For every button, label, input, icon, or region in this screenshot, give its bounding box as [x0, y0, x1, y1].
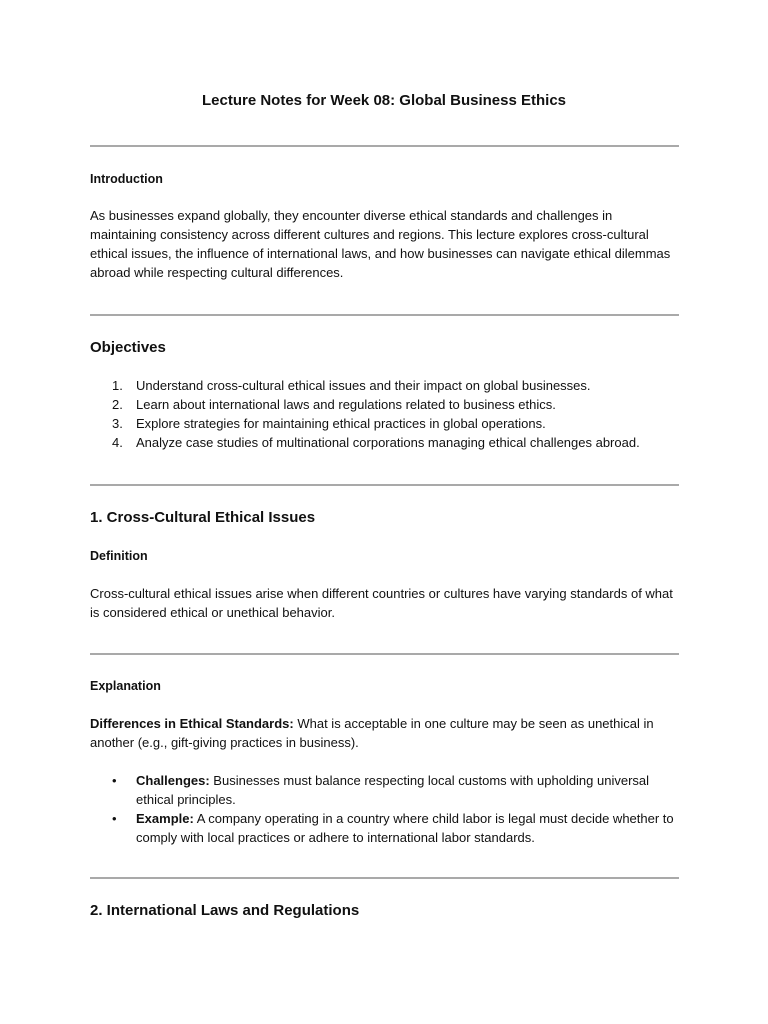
section-2-heading: 2. International Laws and Regulations: [90, 902, 360, 919]
list-number: 1.: [112, 378, 123, 393]
definition-paragraph: Cross-cultural ethical issues arise when different countries or cultures have varying standards of what is considered ethical or unethical behavior.: [90, 586, 673, 620]
list-item: [90, 809, 682, 847]
section-1-heading: 1. Cross-Cultural Ethical Issues: [90, 509, 316, 526]
list-number: 3.: [112, 416, 123, 431]
explanation-heading: Explanation: [90, 679, 161, 693]
bullet-text: A company operating in a country where child labor is legal must decide whether to comply with local practices or adhere to international labor standards.: [136, 811, 674, 845]
list-item-text: Explore strategies for maintaining ethical practices in global operations.: [136, 416, 546, 431]
document-title: Lecture Notes for Week 08: Global Business Ethics: [202, 92, 566, 109]
divider: [90, 314, 679, 316]
list-item: [90, 376, 690, 395]
divider: [90, 653, 679, 655]
explanation-bullets: [90, 771, 682, 847]
list-number: 4.: [112, 435, 123, 450]
list-item: [90, 433, 690, 452]
definition-heading: Definition: [90, 549, 148, 563]
list-item-text: Understand cross-cultural ethical issues and their impact on global businesses.: [136, 378, 591, 393]
bullet-label: Example:: [136, 811, 194, 826]
list-item: [90, 395, 690, 414]
list-item-text: Learn about international laws and regulations related to business ethics.: [136, 397, 556, 412]
bullet-label: Challenges:: [136, 773, 210, 788]
list-item: [90, 414, 690, 433]
list-number: 2.: [112, 397, 123, 412]
bullet-glyph: •: [112, 773, 117, 788]
introduction-heading: Introduction: [90, 172, 163, 186]
list-item-text: Analyze case studies of multinational corporations managing ethical challenges abroad.: [136, 435, 640, 450]
introduction-paragraph: As businesses expand globally, they encounter diverse ethical standards and challenges in maintaining consistency across different cultures and regions. This lecture explores cross-cultural ethical issues, the influence of international laws, and how businesses can navigate ethical dilemmas abroad while respecting cultural differences.: [90, 208, 671, 280]
divider: [90, 145, 679, 147]
bullet-glyph: •: [112, 811, 117, 826]
differences-label: Differences in Ethical Standards:: [90, 716, 294, 731]
divider: [90, 877, 679, 879]
differences-text: What is acceptable in one culture may be seen as unethical in another (e.g., gift-giving practices in business).: [90, 716, 654, 750]
bullet-text: Businesses must balance respecting local customs with upholding universal ethical principles.: [136, 773, 650, 807]
differences-paragraph: [90, 714, 682, 752]
objectives-list: [90, 376, 690, 452]
list-item: [90, 771, 682, 809]
objectives-heading: Objectives: [90, 339, 166, 356]
divider: [90, 484, 679, 486]
